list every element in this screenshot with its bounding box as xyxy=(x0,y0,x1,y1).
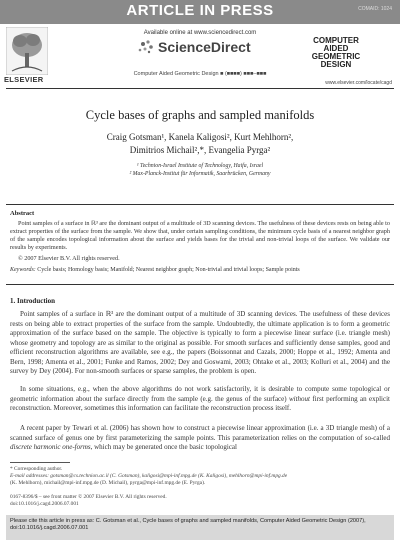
journal-url[interactable]: www.elsevier.com/locate/cagd xyxy=(325,80,392,86)
paper-title: Cycle bases of graphs and sampled manifolds xyxy=(85,108,315,122)
banner-code: COMAID: 1024 xyxy=(358,6,392,12)
intro-paragraph-2 xyxy=(10,385,390,414)
authors-line-2: Dimitrios Michail²,*, Evangelia Pyrga² xyxy=(129,145,271,155)
section-heading: 1. Introduction xyxy=(10,297,55,305)
intro-paragraph-3 xyxy=(10,424,390,453)
affiliation-b: ² Max-Planck-Institut für Informatik, Saarbrücken, Germany xyxy=(129,171,271,177)
front-matter-issn: 0167-8396/$ – see front matter © 2007 Elsevier B.V. All rights reserved. xyxy=(10,494,167,500)
intro-paragraph-1: Point samples of a surface in ℝ³ are the dominant output of a multitude of 3D scanning devices. The usefulness of these devices rests on being able to extract properties of the surface from the sample. Undoubtedly, the ultimate application is to form a geometric approximation of the surface based on the sample. The objective is typically to form a piecewise linear surface (i.e. triangle mesh) whose geometry and topology are as similar to the original as possible. For smooth surfaces and sufficiently dense samples, good and efficient reconstruction algorithms are available, see e.g., the papers (Boissonnat and Cazals, 2000; Hoppe et al., 1992; Amenta and Bern, 1998; Amenta et al., 2001; Funke and Ramos, 2002; Dey and Goswami, 2003; Ohtake et al., 2003; Kolluri et al., 2004) and the survey by Dey (2004). For non-smooth surfaces or sparse samples, the problem is open. xyxy=(10,310,390,375)
journal-title-line: GEOMETRIC xyxy=(311,52,361,61)
abstract-bottom-divider xyxy=(6,284,394,285)
citation-text xyxy=(10,518,390,533)
para2-text-start: In some situations, e.g., when the above algorithms do not work satisfactorily, it is desirable to compute some topological or geometric information about the surface directly from the sample (e.g. the genus of the surface) xyxy=(10,385,390,403)
journal-title-line: AIDED xyxy=(323,44,349,53)
para3-text-start: A recent paper by Tewari et al. (2006) has shown how to construct a piecewise linear approximation (i.e. a 3D triangle mesh) of a scanned surface of genus one by first parameterizing the sample points. This parameterization relies on the computation of so-called xyxy=(10,424,390,442)
keywords-label: Keywords: xyxy=(10,267,36,273)
abstract-top-divider xyxy=(6,204,394,205)
para2-text-end: first performing an explicit reconstruction. Moreover, sometimes this information can facilitate the reconstruction process itself. xyxy=(10,394,390,412)
para3-emphasis: discrete harmonic one-forms xyxy=(10,443,91,451)
publisher-name: ELSEVIER xyxy=(4,75,44,84)
para2-emphasis: without xyxy=(289,394,311,403)
journal-title xyxy=(296,37,376,69)
journal-title-line: DESIGN xyxy=(320,60,352,69)
front-matter xyxy=(10,494,390,508)
keywords xyxy=(10,267,390,273)
abstract-heading: Abstract xyxy=(10,210,35,217)
article-in-press-banner xyxy=(0,0,400,24)
authors-line-1: Craig Gotsman¹, Kanela Kaligosi², Kurt Mehlhorn², xyxy=(106,132,294,142)
banner-title: ARTICLE IN PRESS xyxy=(126,2,274,19)
citation-line-1: Please cite this article in press as: C. Gotsman et al., Cycle bases of graphs and sampled manifolds, Computer Aided Geometric Design (2007), xyxy=(10,518,366,524)
citation-line-2[interactable]: doi:10.1016/j.cagd.2006.07.001 xyxy=(10,525,89,532)
availability-line: Available online at www.sciencedirect.com xyxy=(143,30,257,36)
journal-citation-line: Computer Aided Geometric Design ■ (■■■■) ■■■–■■■ xyxy=(133,71,267,77)
journal-title-line: COMPUTER xyxy=(313,36,359,45)
keywords-list: Cycle basis; Homology basis; Manifold; Nearest neighbor graph; Non-trivial and trivial loops; Sample points xyxy=(37,267,300,273)
corresponding-author-note: * Corresponding author. xyxy=(10,466,63,472)
email-addresses-line-2: (K. Mehlhorn), michail@mpi-inf.mpg.de (D. Michail), pyrga@mpi-inf.mpg.de (E. Pyrga). xyxy=(10,480,206,486)
abstract-copyright: © 2007 Elsevier B.V. All rights reserved. xyxy=(18,255,120,262)
email-addresses-line-1: E-mail addresses: gotsman@cs.technion.ac.il (C. Gotsman), kaligosi@mpi-inf.mpg.de (K. Kaligosi), mehlhorn@mpi-inf.mpg.de xyxy=(10,473,288,479)
para3-text-end: , which may be generated once the basic topological xyxy=(90,443,237,451)
header-divider xyxy=(6,88,394,89)
front-matter-doi[interactable]: doi:10.1016/j.cagd.2006.07.001 xyxy=(10,500,79,507)
affiliation-a: ¹ Technion-Israel Institute of Technology, Haifa, Israel xyxy=(136,163,264,169)
footnote-divider xyxy=(10,462,70,463)
abstract-body: Point samples of a surface in ℝ³ are the dominant output of a multitude of 3D scanning devices. The usefulness of these devices rests on being able to extract properties of the surface from the sample. We show that, under certain sampling conditions, the minimum cycle basis of a nearest neighbor graph of the sample encodes topological information about the surface and yields bases for the trivial and non-trivial loops of the surface. We validate our results by experiments. xyxy=(10,220,390,252)
sciencedirect-wordmark: ScienceDirect xyxy=(158,39,251,55)
